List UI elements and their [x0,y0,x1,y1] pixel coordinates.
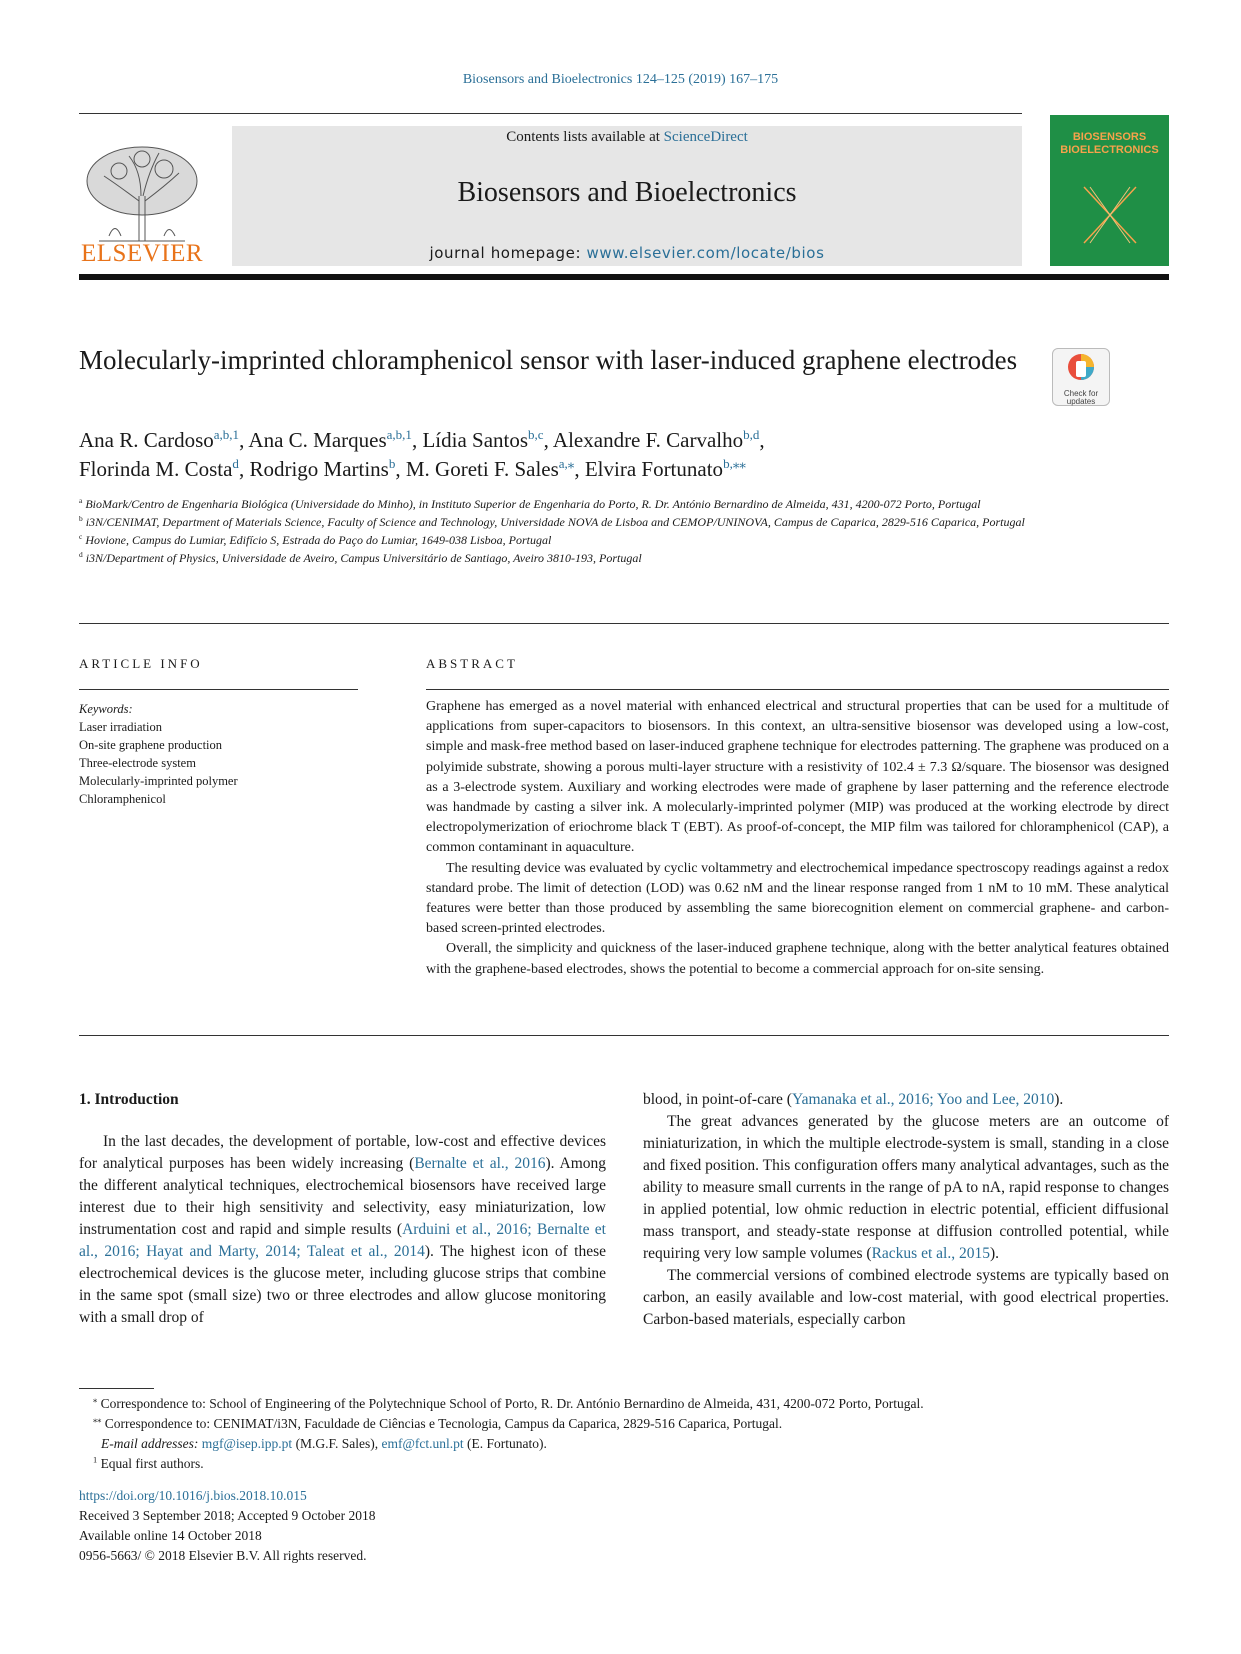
email-owner-sales: (M.G.F. Sales), [292,1436,382,1451]
email-link-sales[interactable]: mgf@isep.ipp.pt [201,1436,293,1451]
footnote-rule [79,1388,154,1389]
footnote-mark: ⁎ [93,1395,98,1405]
author-separator: , [239,428,249,452]
author-affiliation-mark[interactable]: a,b,1 [386,427,412,442]
check-updates-icon [1053,349,1109,385]
footnote-correspondence-2 [79,1414,1169,1434]
abstract-rule [426,689,1169,690]
journal-name: Biosensors and Bioelectronics [457,177,797,208]
author-separator: , [238,457,250,481]
abstract-heading: ABSTRACT [426,656,518,671]
author-name: Ana C. Marques [248,428,387,452]
abstract-paragraph-3: Overall, the simplicity and quickness of the laser-induced graphene technique, along with the better analytical features obtained with the graphene-based electrodes, shows the potential to become a commercial approach for on-site sensing. [426,941,1169,977]
affiliation-text: BioMark/Centro de Engenharia Biológica (Universidade do Minho), in Instituto Superior de Engenharia do Porto, R. Dr. António Bernardino de Almeida, 431, 4200-072 Porto, Portugal [82,497,981,511]
article-title: Molecularly-imprinted chloramphenicol sensor with laser-induced graphene electrodes [79,345,1018,375]
journal-homepage [232,244,1022,262]
keyword: Three-electrode system [79,756,196,770]
author-name: M. Goreti F. Sales [405,457,559,481]
homepage-link[interactable]: www.elsevier.com/locate/bios [586,244,825,262]
paragraph-text: The commercial versions of combined electrode systems are typically based on carbon, an easily available and low-cost material, with good electrical properties. Carbon-based materials, especially carbon [643,1267,1169,1328]
footnote-mark: ⁎⁎ [93,1415,102,1425]
affiliation-mark: c [79,532,83,541]
keyword: On-site graphene production [79,738,223,752]
footnote-mark: 1 [93,1455,98,1465]
online-date: Available online 14 October 2018 [79,1528,262,1543]
affiliation-mark: a [79,496,83,505]
paragraph-text: ). The highest icon of these electrochemical devices is the glucose meter, including glucose strips that combine in the same spot (small size) two or three electrodes and allow glucose monitoring with a small drop of [79,1243,607,1326]
author-name: Alexandre F. Carvalho [552,428,744,452]
contents-prefix: Contents lists available at [506,129,664,145]
author-name: Elvira Fortunato [584,457,724,481]
keyword: Laser irradiation [79,720,162,734]
journal-cover-thumbnail[interactable] [1050,115,1169,266]
abstract-paragraph-1: Graphene has emerged as a novel material with enhanced electrical and structural properties that can be used for a multitude of applications from super-capacitors to biosensors. In this context, an ultra-sensitive biosensor was developed using a low-cost, simple and mask-free method based on laser-induced graphene technique for electrodes patterning. The graphene was produced on a polyimide substrate, showing a porous multi-layer structure with a resistivity of 102.4 ± 7.3 Ω/square. The biosensor was designed as a 3-electrode system. Auxiliary and working electrodes were made of graphene by laser patterning and the reference electrode was handmade by casting a silver ink. A molecularly-imprinted polymer (MIP) was produced at the working electrode by direct electropolymerization of eriochrome black T (EBT). As proof-of-concept, the MIP film was tailored for chloramphenicol (CAP), a common contaminant in aquaculture. [426,699,1169,856]
affiliation-text: Hovione, Campus do Lumiar, Edifício S, Estrada do Paço do Lumiar, 1649-038 Lisboa, Portugal [82,533,552,547]
affiliation-text: i3N/CENIMAT, Department of Materials Science, Faculty of Science and Technology, Universidade NOVA de Lisboa and CEMOP/UNINOVA, Campus de Caparica, 2829-516 Caparica, Portugal [82,515,1025,529]
affiliation-text: i3N/Department of Physics, Universidade de Aveiro, Campus Universitário de Santiago, Aveiro 3810-193, Portugal [82,551,642,565]
author-name: Lídia Santos [422,428,529,452]
keyword: Chloramphenicol [79,792,166,806]
paragraph-text: In the last decades, the development of portable, low-cost and effective devices for analytical purposes has been widely increasing ( [79,1133,606,1172]
article-info-rule [79,689,358,690]
keyword-list [79,718,369,808]
citation-link[interactable]: Bernalte et al., 2016 [414,1155,546,1172]
affiliation-mark: b [79,514,83,523]
journal-citation[interactable]: Biosensors and Bioelectronics 124–125 (2019) 167–175 [462,72,779,87]
footnote-correspondence-1 [79,1394,1169,1414]
footnote-text: Equal first authors. [100,1456,204,1471]
received-dates: Received 3 September 2018; Accepted 9 October 2018 [79,1508,376,1523]
author-name: Ana R. Cardoso [79,428,214,452]
keywords-block [79,700,369,808]
elsevier-wordmark: ELSEVIER [80,240,204,267]
affiliation [79,513,1039,531]
abstract-paragraph-2: The resulting device was evaluated by cyclic voltammetry and electrochemical impedance spectroscopy readings against a redox standard probe. The limit of detection (LOD) was 0.62 nM and the linear response ranged from 1 nM to 10 mM. These analytical features were better than those produced by assembling the same biorecognition element on commercial graphene- and carbon-based screen-printed electrodes. [426,860,1169,937]
citation-link[interactable]: Arduini et al., 2016; Bernalte et al., 2016; Hayat and Marty, 2014; Taleat et al., 2014 [79,1221,606,1260]
title-block-rule [79,623,1169,624]
author-name: Florinda M. Costa [79,457,233,481]
author-affiliation-mark[interactable]: b,c [528,427,544,442]
article-info-heading: ARTICLE INFO [79,656,203,671]
author-affiliation-mark[interactable]: b [388,456,396,471]
cover-title-line1: BIOSENSORS [1072,131,1147,143]
author-affiliation-mark[interactable]: d [232,456,239,471]
affiliation-mark: d [79,550,83,559]
paragraph-text: ). Among the different analytical techniques, electrochemical biosensors have received large interest due to their high sensitivity and selectivity, easy miniaturization, low instrumentation cost and rapid and simple results ( [79,1155,607,1238]
intro-paragraph-1 [79,1131,606,1329]
intro-paragraph-2 [643,1111,1169,1265]
author-separator: , [759,428,765,452]
check-for-updates-button[interactable] [1052,348,1110,406]
author-affiliation-mark[interactable]: a,b,1 [213,427,240,442]
affiliation [79,531,1039,549]
author-affiliation-mark[interactable]: b,⁎⁎ [723,456,746,471]
check-updates-label: Check for updates [1063,389,1099,406]
homepage-prefix: journal homepage: [429,244,587,262]
footnote-text: Correspondence to: CENIMAT/i3N, Faculdade de Ciências e Tecnologia, Campus da Caparica, 2829-516 Caparica, Portugal. [104,1416,783,1431]
abstract-end-rule [79,1035,1169,1036]
affiliations [79,495,1039,567]
abstract-body [426,697,1169,980]
header-rule [79,113,1022,114]
right-column [643,1089,1169,1331]
doi-link[interactable]: https://doi.org/10.1016/j.bios.2018.10.015 [79,1488,307,1503]
author-separator: , [411,428,423,452]
keyword: Molecularly-imprinted polymer [79,774,238,788]
footnote-text: Correspondence to: School of Engineering of the Polytechnique School of Porto, R. Dr. António Bernardino de Almeida, 431, 4200-072 Porto, Portugal. [100,1396,924,1411]
footnote-equal-authors [79,1454,1169,1474]
email-link-fortunato[interactable]: emf@fct.unl.pt [381,1436,464,1451]
keywords-label: Keywords: [79,702,133,716]
paragraph-text: ). [1054,1091,1064,1108]
email-owner-fortunato: (E. Fortunato). [463,1436,547,1451]
left-column [79,1131,606,1329]
paragraph-text: ). [989,1245,1000,1262]
author-separator: , [395,457,406,481]
author-affiliation-mark[interactable]: b,d [743,427,760,442]
footnote-emails [79,1434,1169,1454]
cover-title-line2: BIOELECTRONICS [1060,144,1159,156]
cover-graphic-icon [1082,185,1138,245]
citation-link[interactable]: Yamanaka et al., 2016; Yoo and Lee, 2010 [791,1091,1055,1108]
affiliation [79,495,1039,513]
contents-availability [232,129,1022,146]
author-affiliation-mark[interactable]: a,⁎ [558,456,575,471]
sciencedirect-link[interactable]: ScienceDirect [663,129,748,145]
intro-paragraph-1-continued [643,1089,1169,1111]
citation-link[interactable]: Rackus et al., 2015 [871,1245,990,1262]
email-label: E-mail addresses: [101,1436,199,1451]
author-name: Rodrigo Martins [249,457,389,481]
footnotes [79,1394,1169,1474]
section-heading-introduction: 1. Introduction [79,1091,179,1108]
paragraph-text: blood, in point-of-care ( [643,1091,792,1108]
affiliation [79,549,1039,567]
header-thick-rule [79,274,1169,280]
copyright: 0956-5663/ © 2018 Elsevier B.V. All rights reserved. [79,1548,367,1563]
author-separator: , [543,428,553,452]
author-separator: , [574,457,585,481]
intro-paragraph-3 [643,1265,1169,1331]
publication-info [79,1486,679,1566]
paragraph-text: The great advances generated by the glucose meters are an outcome of miniaturization, in which the multiple electrode-system is small, standing in a close and fixed position. This configuration offers many analytical advantages, such as the ability to measure small currents in the range of pA to nA, rapid response to changes in applied potential, low ohmic reduction in electric potential, efficient diffusional mass transport, and steady-state response at diffusion controlled potential, while requiring very low sample volumes ( [643,1113,1169,1262]
author-list [79,426,1079,484]
